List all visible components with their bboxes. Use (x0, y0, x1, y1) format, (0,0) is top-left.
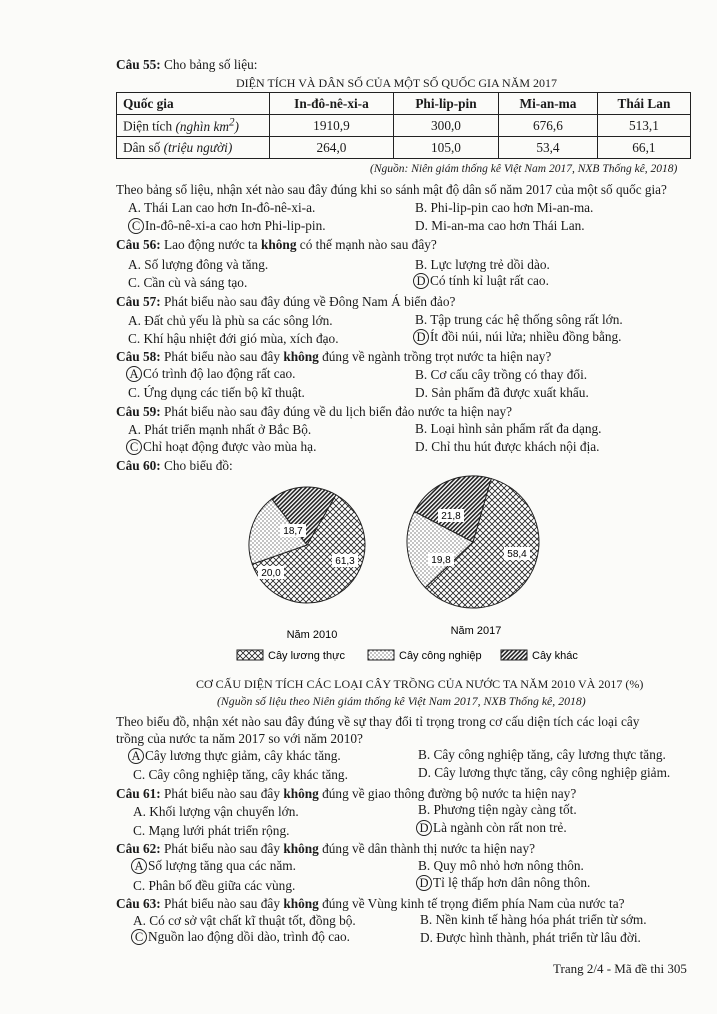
q56-option-b[interactable] (415, 257, 550, 273)
q61-label: Câu 61: (116, 786, 161, 801)
table-header-row (117, 93, 691, 115)
q63-option-c[interactable] (131, 929, 350, 945)
table-header-cell: Thái Lan (597, 93, 690, 115)
table-row-label (117, 115, 270, 137)
option-text: C. Phân bố đều giữa các vùng. (133, 878, 296, 893)
legend-label: Cây công nghiệp (399, 650, 482, 662)
legend-swatch (501, 650, 527, 660)
q55-option-b[interactable] (415, 200, 593, 216)
option-text: C. Cây công nghiệp tăng, cây khác tăng. (133, 767, 348, 782)
table-cell: 264,0 (270, 137, 394, 159)
q60-option-d[interactable] (418, 765, 670, 781)
q60-option-b[interactable] (418, 747, 666, 763)
table-header-cell: Phi-lip-pin (393, 93, 498, 115)
option-text: A. Phát triển mạnh nhất ở Bắc Bộ. (128, 422, 312, 437)
q63-heading (116, 896, 625, 912)
pie-year-label: Năm 2010 (286, 629, 338, 641)
q59-label: Câu 59: (116, 404, 161, 419)
q57-label: Câu 57: (116, 294, 161, 309)
row-unit-close: ) (234, 118, 239, 134)
option-text: Là ngành còn rất non trẻ. (433, 820, 567, 835)
table-header-cell: Mi-an-ma (499, 93, 598, 115)
q62-option-a[interactable] (131, 858, 296, 874)
q61-emphasis: không (283, 786, 319, 801)
q58-option-c[interactable] (128, 385, 305, 401)
data-label: 19,8 (431, 555, 451, 566)
q55-question: Theo bảng số liệu, nhận xét nào sau đây đúng khi so sánh mật độ dân số năm 2017 của một số quốc gia? (116, 182, 667, 197)
q55-source: (Nguồn: Niên giám thống kê Việt Nam 2017, NXB Thống kê, 2018) (370, 163, 678, 175)
q62-text: Phát biểu nào sau đây (164, 841, 284, 856)
q56-option-c[interactable] (128, 275, 247, 291)
q62-option-d[interactable] (416, 875, 590, 891)
row-unit-sup: 2 (228, 116, 235, 129)
pie-year-label: Năm 2017 (450, 625, 502, 637)
table-header-cell: In-đô-nê-xi-a (270, 93, 394, 115)
option-text: B. Tập trung các hệ thống sông rất lớn. (415, 312, 623, 327)
q55-label: Câu 55: (116, 57, 161, 72)
q59-option-d[interactable] (415, 439, 600, 455)
answer-circle-icon: A (128, 748, 144, 764)
q60-option-c[interactable] (133, 767, 348, 783)
data-label: 58,4 (507, 549, 527, 560)
q57-heading (116, 294, 455, 310)
option-text: C. Khí hậu nhiệt đới gió mùa, xích đạo. (128, 331, 339, 346)
table-cell: 1910,9 (270, 115, 394, 137)
q61-heading (116, 786, 576, 802)
table-cell: 513,1 (597, 115, 690, 137)
answer-circle-icon: C (131, 929, 147, 945)
page-footer: Trang 2/4 - Mã đề thi 305 (553, 961, 687, 976)
row-label-text: Dân số (123, 139, 164, 155)
option-text: Có tính kỉ luật rất cao. (430, 273, 549, 288)
legend-swatch (237, 650, 263, 660)
option-text: C. Cần cù và sáng tạo. (128, 275, 248, 290)
answer-circle-icon: C (128, 218, 144, 234)
q56-option-d[interactable] (413, 273, 549, 289)
legend-label: Cây khác (532, 650, 578, 662)
q56-text: Lao động nước ta (164, 237, 261, 252)
option-text: B. Lực lượng trẻ dồi dào. (415, 257, 550, 272)
q55-table-title: DIỆN TÍCH VÀ DÂN SỐ CỦA MỘT SỐ QUỐC GIA NĂM 2017 (236, 76, 558, 90)
option-text: B. Phi-lip-pin cao hơn Mi-an-ma. (415, 200, 594, 215)
table-header-cell: Quốc gia (117, 93, 270, 115)
answer-circle-icon: D (413, 273, 429, 289)
q59-heading (116, 404, 512, 420)
q57-option-d[interactable] (413, 329, 622, 345)
q62-heading (116, 841, 535, 857)
q63-text: đúng về Vùng kinh tế trọng điểm phía Nam của nước ta? (318, 896, 625, 911)
q60-option-a[interactable] (128, 748, 341, 764)
answer-circle-icon: D (413, 329, 429, 345)
table-cell: 105,0 (393, 137, 498, 159)
q57-text: Phát biểu nào sau đây đúng về Đông Nam Á biển đảo? (164, 294, 456, 309)
q63-option-b[interactable] (420, 912, 647, 928)
q56-heading (116, 237, 437, 253)
option-text: Có trình độ lao động rất cao. (143, 366, 296, 381)
data-label: 21,8 (441, 511, 461, 522)
table-cell: 300,0 (393, 115, 498, 137)
q62-option-c[interactable] (133, 878, 295, 894)
pie-chart (0, 470, 717, 670)
option-text: C. Mạng lưới phát triển rộng. (133, 823, 290, 838)
data-label: 18,7 (283, 526, 303, 537)
option-text: Nguồn lao động dồi dào, trình độ cao. (148, 929, 351, 944)
table-cell: 66,1 (597, 137, 690, 159)
table-row (117, 115, 691, 137)
option-text: B. Quy mô nhỏ hơn nông thôn. (418, 858, 584, 873)
q58-text: Phát biểu nào sau đây (164, 349, 284, 364)
q58-emphasis: không (283, 349, 319, 364)
q55-data-table (116, 92, 691, 159)
answer-circle-icon: D (416, 875, 432, 891)
q55-intro: Cho bảng số liệu: (164, 57, 258, 72)
q57-option-b[interactable] (415, 312, 623, 328)
q55-option-d[interactable] (415, 218, 585, 234)
option-text: B. Loại hình sản phẩm rất đa dạng. (415, 421, 602, 436)
option-text: B. Cơ cấu cây trồng có thay đổi. (415, 367, 588, 382)
q57-option-c[interactable] (128, 331, 339, 347)
q61-option-a[interactable] (133, 804, 299, 820)
row-label-text: Diện tích (123, 118, 176, 134)
q58-option-a[interactable] (126, 366, 296, 382)
q55-option-c[interactable] (128, 218, 326, 234)
q62-label: Câu 62: (116, 841, 161, 856)
option-text: A. Đất chủ yếu là phù sa các sông lớn. (128, 313, 333, 328)
q56-label: Câu 56: (116, 237, 161, 252)
q63-option-d[interactable] (420, 930, 641, 946)
row-unit-text: (nghìn km (175, 118, 229, 134)
answer-circle-icon: A (126, 366, 142, 382)
q59-option-c[interactable] (126, 439, 316, 455)
table-cell: 53,4 (499, 137, 598, 159)
q60-source: (Nguồn số liệu theo Niên giám thống kê Việt Nam 2017, NXB Thống kê, 2018) (217, 694, 586, 708)
q63-option-a[interactable] (133, 913, 356, 929)
q63-emphasis: không (283, 896, 319, 911)
q62-option-b[interactable] (418, 858, 584, 874)
q61-option-b[interactable] (418, 802, 577, 818)
option-text: A. Thái Lan cao hơn In-đô-nê-xi-a. (128, 200, 316, 215)
q62-text: đúng về dân thành thị nước ta hiện nay? (318, 841, 536, 856)
option-text: D. Chỉ thu hút được khách nội địa. (415, 439, 600, 454)
row-unit-text: (triệu người) (163, 139, 233, 155)
data-label: 20,0 (261, 568, 281, 579)
option-text: D. Mi-an-ma cao hơn Thái Lan. (415, 218, 585, 233)
option-text: B. Phương tiện ngày càng tốt. (418, 802, 577, 817)
q59-text: Phát biểu nào sau đây đúng về du lịch biển đảo nước ta hiện nay? (164, 404, 513, 419)
pies-group (249, 476, 539, 641)
q58-heading (116, 349, 551, 365)
option-text: A. Số lượng đông và tăng. (128, 257, 269, 272)
q60-intro: Cho biểu đồ: (164, 458, 233, 473)
data-label: 61,3 (335, 556, 355, 567)
q58-text: đúng về ngành trồng trọt nước ta hiện nay? (318, 349, 552, 364)
q60-label: Câu 60: (116, 458, 161, 473)
q61-text: Phát biểu nào sau đây (164, 786, 284, 801)
option-text: Chỉ hoạt động được vào mùa hạ. (143, 439, 317, 454)
option-text: Tỉ lệ thấp hơn dân nông thôn. (433, 875, 591, 890)
q61-text: đúng về giao thông đường bộ nước ta hiện nay? (318, 786, 577, 801)
legend-swatch (368, 650, 394, 660)
q57-option-a[interactable] (128, 313, 333, 329)
option-text: Ít đồi núi, núi lửa; nhiều đồng bằng. (430, 329, 622, 344)
q59-option-a[interactable] (128, 422, 311, 438)
q58-option-b[interactable] (415, 367, 587, 383)
option-text: In-đô-nê-xi-a cao hơn Phi-lip-pin. (145, 218, 326, 233)
legend-label: Cây lương thực (268, 650, 345, 662)
q56-option-a[interactable] (128, 257, 268, 273)
option-text: A. Khối lượng vận chuyển lớn. (133, 804, 299, 819)
option-text: D. Cây lương thực tăng, cây công nghiệp giảm. (418, 765, 671, 780)
q59-option-b[interactable] (415, 421, 601, 437)
option-text: Cây lương thực giảm, cây khác tăng. (145, 748, 341, 763)
q60-question-line2: trồng của nước ta năm 2017 so với năm 2010? (116, 731, 363, 746)
q56-emphasis: không (260, 237, 297, 252)
table-row (117, 137, 691, 159)
q58-label: Câu 58: (116, 349, 161, 364)
chart-legend (237, 650, 578, 662)
option-text: B. Nền kinh tế hàng hóa phát triển từ sớm. (420, 912, 647, 927)
chart-title: CƠ CẤU DIỆN TÍCH CÁC LOẠI CÂY TRỒNG CỦA NƯỚC TA NĂM 2010 VÀ 2017 (%) (196, 677, 644, 691)
answer-circle-icon: D (416, 820, 432, 836)
option-text: C. Ứng dụng các tiến bộ kĩ thuật. (128, 385, 305, 400)
q58-option-d[interactable] (415, 385, 589, 401)
q55-heading (116, 57, 257, 73)
table-row-label (117, 137, 270, 159)
q56-text: có thế mạnh nào sau đây? (296, 237, 437, 252)
q55-option-a[interactable] (128, 200, 315, 216)
option-text: A. Có cơ sở vật chất kĩ thuật tốt, đồng bộ. (133, 913, 356, 928)
answer-circle-icon: C (126, 439, 142, 455)
option-text: D. Được hình thành, phát triển từ lâu đời. (420, 930, 641, 945)
q63-label: Câu 63: (116, 896, 161, 911)
option-text: B. Cây công nghiệp tăng, cây lương thực tăng. (418, 747, 666, 762)
q60-question-line1: Theo biểu đồ, nhận xét nào sau đây đúng về sự thay đổi tỉ trọng trong cơ cấu diện tích các loại cây (116, 714, 640, 729)
option-text: Số lượng tăng qua các năm. (148, 858, 296, 873)
q61-option-d[interactable] (416, 820, 567, 836)
q63-text: Phát biểu nào sau đây (164, 896, 284, 911)
answer-circle-icon: A (131, 858, 147, 874)
table-cell: 676,6 (499, 115, 598, 137)
q62-emphasis: không (283, 841, 319, 856)
option-text: D. Sản phẩm đã được xuất khẩu. (415, 385, 589, 400)
q61-option-c[interactable] (133, 823, 289, 839)
